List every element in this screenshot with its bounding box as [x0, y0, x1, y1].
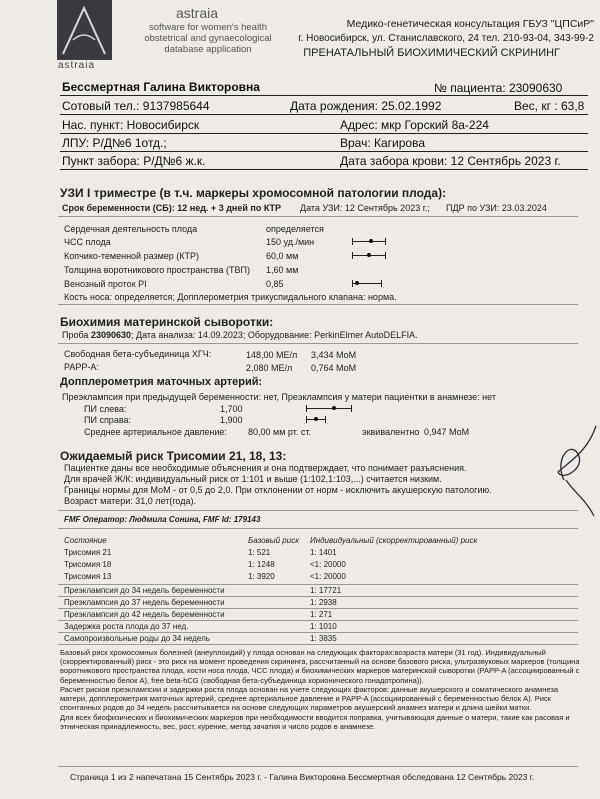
risk-explanation: Для всех биофизических и биохимических маркеров при необходимости вводится поправка, учитывающая данные о матери, такие как расовая и этническая принадлежность, вес, рост, курение, метод зачатия и число родов в анамнезе. — [60, 713, 570, 732]
bio-sample: Проба 23090630; Дата анализа: 14.09.2023; Оборудование: PerkinElmer AutoDELFIA. — [62, 330, 418, 340]
doppler-pressure-label: Среднее артериальное давление: — [84, 427, 227, 437]
patient-number: № пациента: 23090630 — [434, 81, 563, 95]
uzi-row-value: определяется — [266, 224, 324, 234]
bio-title: Биохимия материнской сыворотки: — [60, 315, 274, 329]
bio-row-value: 148,00 МЕ/л — [246, 350, 298, 360]
risk-explanation: Базовый риск хромосомных болезней (анеуплоидий) у плода основан на следующих факторах:возраста матери (31 год). Индивидуальный (скорректированный) риск - это риск на момент проведения скрининга, рассчитанный на основе базового риска, ультразвуковых маркеров (толщина воротникового пространства плода, кости носа плода, ЧСС плода) и биохимических маркеров материнской сыворотки (PAPP-A (ассоциированный с беременностью белок А), free beta-hCG (свободная бета-субъединица хорионического гонадотропина)). — [60, 648, 580, 685]
collect-point: Пункт забора: Р/Д№6 ж.к. — [62, 154, 206, 168]
risk-individual: 1: 3835 — [310, 634, 337, 643]
risk-note: Возраст матери: 31,0 лет(года). — [64, 496, 196, 506]
uzi-pdr: ПДР по УЗИ: 23.03.2024 — [446, 203, 547, 213]
bio-row-mom: 0,764 МоМ — [311, 363, 357, 373]
doppler-title: Допплерометрия маточных артерий: — [60, 376, 263, 388]
col-state: Состояние — [64, 536, 107, 545]
doppler-preeclampsia: Преэклампсия при предыдущей беременности: нет, Преэклампсия у матери пациентки в анамнезе: нет — [62, 392, 496, 402]
risk-individual: 1: 1401 — [310, 548, 337, 557]
report-title: ПРЕНАТАЛЬНЫЙ БИОХИМИЧЕСКИЙ СКРИНИНГ — [303, 47, 560, 59]
doppler-equiv-value: 0,947 МоМ — [424, 427, 470, 437]
patient-dob: Дата рождения: 25.02.1992 — [290, 99, 442, 113]
risk-note: Для врачей Ж/К: индивидуальный риск от 1:101 и выше (1:102,1:103,...) считается низким. — [64, 474, 442, 484]
uzi-row-label: Сердечная деятельность плода — [64, 224, 198, 234]
uzi-row-value: 0,85 — [266, 279, 284, 289]
uzi-row-value: 1,60 мм — [266, 265, 299, 275]
uzi-row-label: Копчико-теменной размер (КТР) — [64, 251, 200, 261]
uzi-row-value: 60,0 мм — [266, 251, 299, 261]
doppler-row-label: ПИ слева: — [84, 404, 127, 414]
uzi-row-label: ЧСС плода — [64, 237, 111, 247]
risk-individual: 1: 1010 — [310, 622, 337, 631]
bio-row-value: 2,080 МЕ/л — [246, 363, 293, 373]
uzi-row-label: Толщина воротникового пространства (ТВП) — [64, 265, 250, 275]
risk-title: Ожидаемый риск Трисомии 21, 18, 13: — [60, 449, 287, 463]
patient-city: Нас. пункт: Новосибирск — [62, 118, 200, 132]
patient-doctor: Врач: Кагирова — [340, 136, 426, 150]
risk-state: Преэклампсия до 42 недель беременности — [64, 610, 225, 619]
range-indicator — [306, 416, 326, 422]
patient-lpu: ЛПУ: Р/Д№6 1отд.; — [62, 136, 167, 150]
doppler-row-label: ПИ справа: — [84, 415, 132, 425]
page-footer: Страница 1 из 2 напечатана 15 Сентябрь 2023 г. - Галина Викторовна Бессмертная обследована 12 Сентябрь 2023 г. — [70, 772, 535, 782]
risk-state: Трисомия 21 — [64, 548, 112, 557]
risk-individual: 1: 271 — [310, 610, 333, 619]
col-individual: Индивидуальный (скорректированный) риск — [310, 536, 478, 545]
risk-explanation: Расчет рисков преэклампсии и задержки роста плода основан на учете следующих факторов: данные акушерского и соматического анамнеза матери, допплерометрия маточных артерий, среднее артериальное давление и PAPP-A (ассоциированный с беременностью белок А). Риск спонтанных родов до 34 недель рассчитывается на основе следующих параметров акушерский анамнез матери и длина шейки матки. — [60, 685, 559, 713]
risk-base: 1: 521 — [248, 548, 271, 557]
patient-weight: Вес, кг : 63,8 — [514, 99, 585, 113]
logo-caption: astraia — [58, 60, 96, 71]
bio-row-label: PAPP-A: — [64, 362, 99, 372]
risk-base: 1: 3920 — [248, 572, 275, 581]
collect-date: Дата забора крови: 12 Сентябрь 2023 г. — [340, 154, 561, 168]
bio-row-label: Свободная бета-субъединица ХГЧ: — [64, 349, 212, 359]
patient-address: Адрес: мкр Горский 8а-224 — [340, 118, 489, 132]
brand-name: astraia — [176, 5, 219, 21]
risk-state: Трисомия 13 — [64, 572, 112, 581]
risk-state: Преэклампсия до 37 недель беременности — [64, 598, 225, 607]
doppler-row-value: 1,900 — [220, 415, 243, 425]
patient-name: Бессмертная Галина Викторовна — [62, 80, 260, 94]
risk-base: 1: 1248 — [248, 560, 275, 569]
uzi-date: Дата УЗИ: 12 Сентябрь 2023 г.; — [300, 203, 430, 213]
bio-row-mom: 3,434 МоМ — [311, 350, 357, 360]
fmf-operator: FMF Оператор: Людмила Сонина, FMF Id: 179143 — [64, 515, 261, 524]
clinic-name: Медико-генетическая консультация ГБУЗ "ЦПСиР" — [346, 18, 594, 30]
doppler-pressure-value: 80,00 мм рт. ст. — [248, 427, 311, 437]
risk-individual: <1: 20000 — [310, 560, 346, 569]
uzi-term: Срок беременности (СБ): 12 нед. + 3 дней по КТР — [62, 203, 282, 213]
risk-note: Границы нормы для МоМ - от 0,5 до 2,0. При отклонении от норм - исключить акушерскую патологию. — [64, 485, 492, 495]
risk-state: Трисомия 18 — [64, 560, 112, 569]
range-indicator — [352, 238, 386, 244]
uzi-row-value: 150 уд./мин — [266, 237, 315, 247]
astraia-logo-icon — [57, 0, 112, 60]
risk-individual: 1: 17721 — [310, 586, 342, 595]
doppler-row-value: 1,700 — [220, 404, 243, 414]
patient-phone: Сотовый тел.: 9137985644 — [62, 99, 210, 113]
doppler-equiv: эквивалентно — [362, 427, 420, 437]
risk-state: Самопроизвольные роды до 34 недель — [64, 634, 210, 643]
col-base: Базовый риск — [248, 536, 299, 545]
clinic-address: г. Новосибирск, ул. Станиславского, 24 тел. 210-93-04, 343-99-2 — [298, 33, 594, 44]
signature-icon — [552, 420, 598, 520]
brand-tagline: software for women's health obstetrical and gynaecological database application — [144, 22, 272, 55]
risk-state: Задержка роста плода до 37 нед. — [64, 622, 189, 631]
risk-individual: <1: 20000 — [310, 572, 346, 581]
risk-individual: 1: 2938 — [310, 598, 337, 607]
range-indicator — [352, 280, 382, 286]
uzi-nose: Кость носа: определяется; Допплерометрия трикуспидального клапана: норма. — [64, 292, 397, 302]
uzi-row-label: Венозный проток PI — [64, 279, 147, 289]
uzi-title: УЗИ I триместре (в т.ч. маркеры хромосомной патологии плода): — [60, 186, 447, 200]
risk-note: Пациентке даны все необходимые объяснения и она подтверждает, что понимает разъяснения. — [64, 463, 467, 473]
range-indicator — [306, 405, 352, 411]
range-indicator — [352, 252, 386, 258]
risk-state: Преэклампсия до 34 недель беременности — [64, 586, 225, 595]
